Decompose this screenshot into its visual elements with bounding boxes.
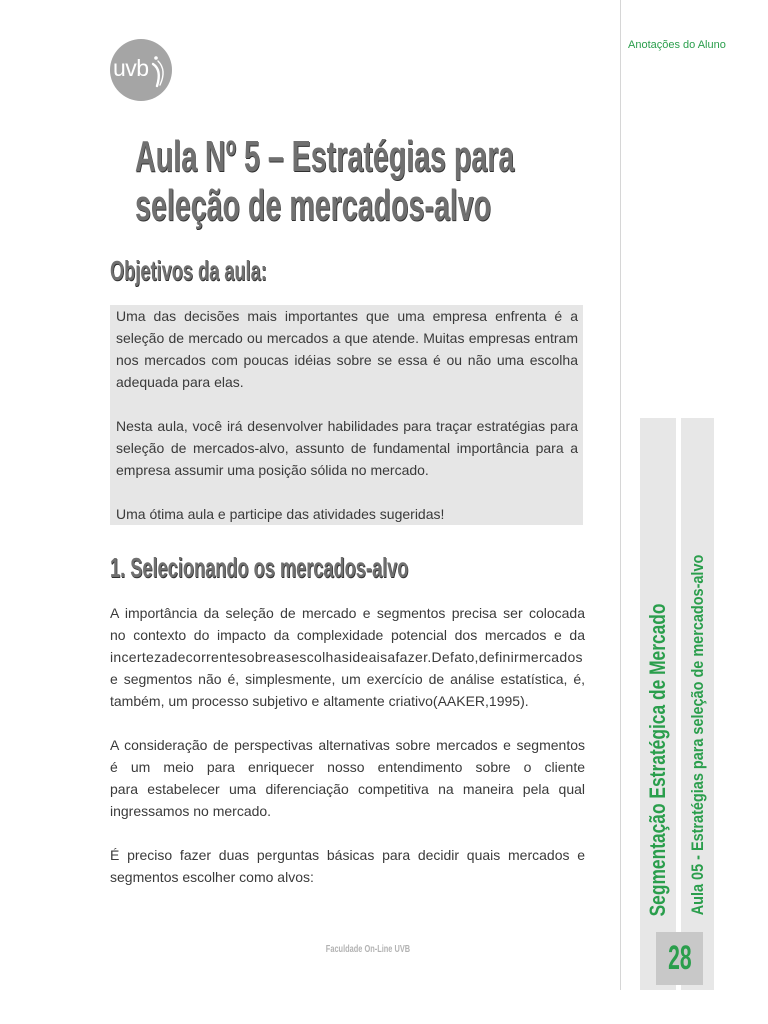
paragraph-line: É preciso fazer duas perguntas básicas para decidir quais mercados e (110, 847, 585, 863)
paragraph-line: Uma ótima aula e participe das atividades sugeridas! (116, 506, 445, 522)
logo-text: uvb (113, 55, 149, 81)
paragraph-line: A importância da seleção de mercado e segmentos precisa ser colocada (110, 605, 585, 621)
paragraph-line: A consideração de perspectivas alternativas sobre mercados e segmentos (110, 737, 585, 753)
section-heading (110, 552, 569, 584)
objectives-box (110, 305, 583, 525)
paragraph-line: Nesta aula, você irá desenvolver habilidades para traçar estratégias para (116, 418, 578, 434)
paragraph-line: no contexto do impacto da complexidade potencial dos mercados e da (110, 627, 585, 643)
paragraph-line: Uma das decisões mais importantes que uma empresa enfrenta é a (116, 308, 578, 324)
paragraph-line: também, um processo subjetivo e altamente criativo(AAKER,1995). (110, 693, 529, 709)
paragraph-line: para estabelecer uma diferenciação competitiva na maneira pela qual (110, 781, 585, 797)
paragraph (116, 305, 578, 393)
objectives-heading (110, 255, 351, 287)
paragraph (116, 415, 578, 481)
paragraph (110, 602, 585, 712)
lesson-title-line (135, 181, 683, 231)
paragraph-line: ingressamos no mercado. (110, 803, 272, 819)
paragraph-line: empresa assumir uma posição sólida no mercado. (116, 462, 429, 478)
paragraph-line: adequada para elas. (116, 374, 244, 390)
page-footer (268, 942, 468, 956)
paragraph-line: seleção de mercado ou mercados a que atende. Muitas empresas entram (116, 330, 578, 346)
uvb-logo (110, 39, 172, 101)
paragraph-line: e segmentos não é, simplesmente, um exercício de análise estatística, é, (110, 671, 585, 687)
paragraph-line: nos mercados com poucas idéias sobre se essa é ou não uma escolha (116, 352, 578, 368)
lesson-title-text: Aula 05 - Estratégias para seleção de mercados-alvo (688, 554, 707, 916)
paragraph-line: é um meio para enriquecer nosso entendimento sobre o cliente (110, 759, 585, 775)
section-body (110, 602, 585, 888)
lesson-title-text: Aula Nº 5 – Estratégias para (135, 132, 515, 181)
course-title-text: Segmentação Estratégica de Mercado (645, 603, 670, 917)
paragraph (116, 503, 578, 525)
footer-text: Faculdade On-Line UVB (325, 944, 411, 955)
paragraph-line: segmentos escolher como alvos: (110, 869, 314, 885)
objectives-heading-text: Objetivos da aula: (110, 255, 267, 286)
paragraph (110, 734, 585, 822)
course-title-vertical (640, 588, 676, 918)
page-number: 28 (667, 939, 692, 977)
lesson-title-line (135, 132, 718, 182)
page-number-box (656, 932, 703, 985)
paragraph-line: seleção de mercados-alvo, assunto de fundamental importância para a (116, 440, 578, 456)
paragraph (110, 844, 585, 888)
paragraph-line: incertezadecorrentesobreasescolhasideaisafazer.Defato,definirmercados (110, 649, 583, 665)
section-heading-text: 1. Selecionando os mercados-alvo (110, 552, 409, 583)
lesson-title-text: seleção de mercados-alvo (135, 181, 492, 230)
lesson-title-vertical (681, 537, 714, 917)
student-notes-label: Anotações do Aluno (628, 39, 726, 51)
